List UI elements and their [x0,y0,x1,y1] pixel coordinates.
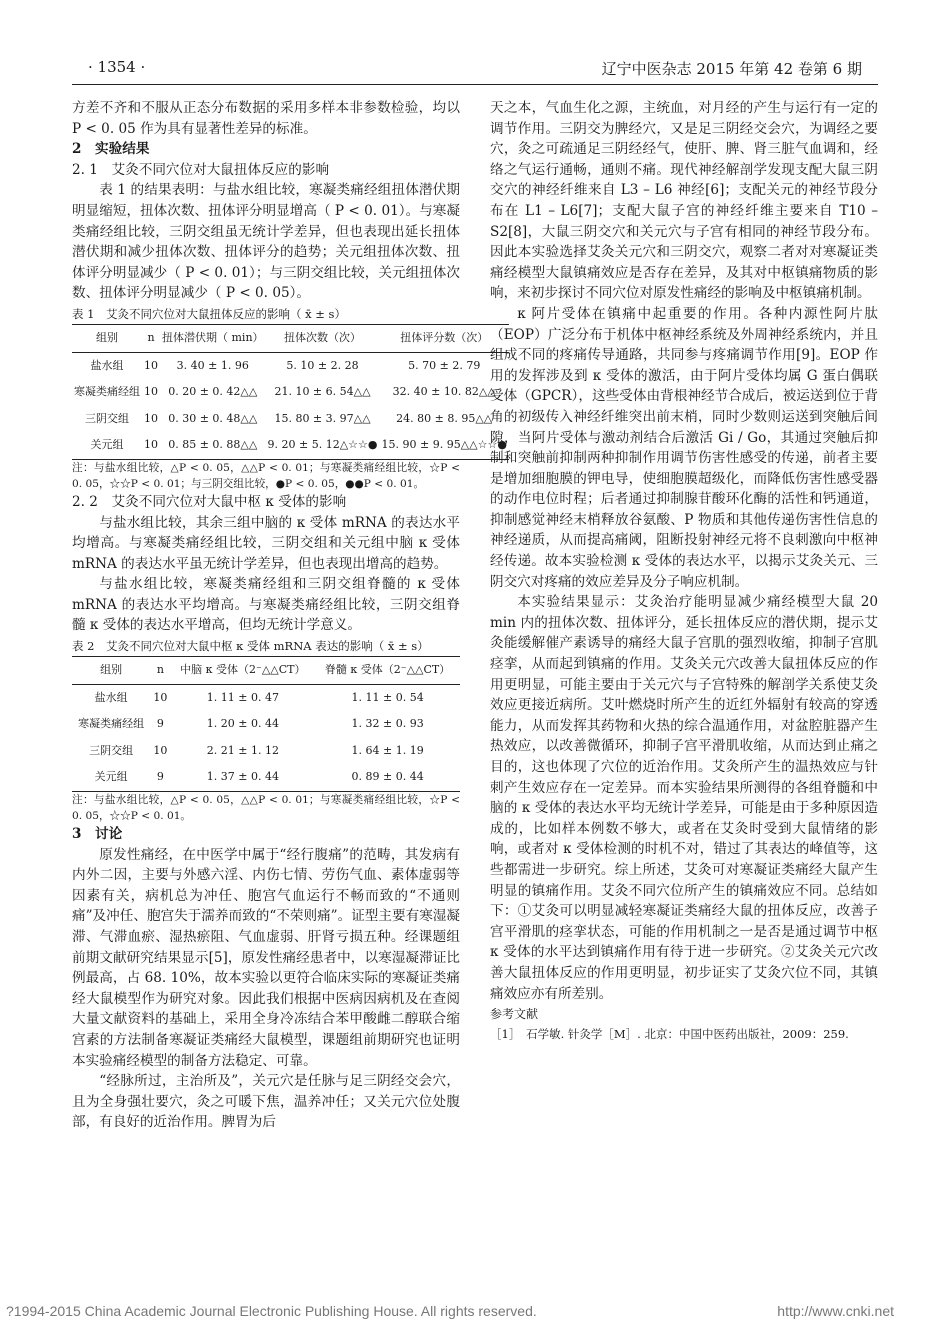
table-cell: 21. 10 ± 6. 54△△ [274,385,371,399]
table-cell: 10 [144,385,158,399]
table-cell: 三阴交组 [89,743,134,757]
table-cell: 1. 11 ± 0. 47 [206,690,279,704]
paragraph-2-1: 表 1 的结果表明：与盐水组比较，寒凝类痛经组扭体潜伏期明显缩短，扭体次数、扭体评分明显增高（ P < 0. 01）。与寒凝类痛经组比较，三阴交组虽无统计学差异，但也表现出延长扭体潜伏期和减少扭体次数、扭体评分的趋势；关元组扭体次数、扭体评分明显减少（ P < 0. 01）；与三阴交组比较，关元组扭体次数、扭体评分明显减少（ P < 0. 05）。 [72,182,460,302]
table2-header: n [150,657,170,685]
table2-header: 中脑 κ 受体（2⁻△△CT） [170,657,315,685]
table-cell: 9 [156,770,164,784]
page-number: · 1354 · [88,58,146,76]
table-cell: 0. 30 ± 0. 48△△ [168,411,258,425]
table-cell: 2. 21 ± 1. 12 [206,743,279,757]
table-cell: 10 [153,690,168,704]
table-cell: 10 [153,743,168,757]
footer-url[interactable]: http://www.cnki.net [777,1303,894,1319]
reference-item: ［1］ 石学敏. 针灸学［M］. 北京：中国中医药出版社，2009：259. [490,1026,849,1041]
table1-header: 扭体评分数（次） [380,324,509,352]
table-cell: 15. 80 ± 3. 97△△ [274,411,371,425]
table1-header: 扭体潜伏期（ min） [160,324,266,352]
table1-note: 注：与盐水组比较，△P < 0. 05，△△P < 0. 01；与寒凝类痛经组比较，☆P < 0. 05，☆☆P < 0. 01；与三阴交组比较，●P < 0. 05，●●P < 0. 01。 [72,461,460,490]
table-cell: 0. 85 ± 0. 88△△ [168,438,258,452]
left-column [72,98,507,1133]
table1-header: 组别 [72,324,142,352]
footer-copyright: ?1994-2015 China Academic Journal Electronic Publishing House. All rights reserved. [6,1303,537,1319]
copyright-footer [6,1303,944,1319]
table-cell: 盐水组 [94,690,128,704]
table-cell: 15. 90 ± 9. 95△△☆☆● [381,438,507,452]
paragraph-r1: 天之本，气血生化之源，主统血，对月经的产生与运行有一定的调节作用。三阴交为脾经穴，又是足三阴经交会穴，为调经之要穴，灸之可疏通足三阴经经气，使肝、脾、肾三脏气血调和，经络之气运行通畅，通则不痛。现代神经解剖学发现支配大鼠三阴交穴的神经纤维来自 L3 – L6 神经[6]；支配关元的神经节段分布在 L1 – L6[7]；支配大鼠子宫的神经纤维主要来自 T10 – S2[8]，大鼠三阴交穴和关元穴与子宫有相同的神经节段分布。因此本实验选择艾灸关元穴和三阴交穴，观察二者对对寒凝证类痛经模型大鼠镇痛效应是否存在差异，及其对中枢镇痛物质的影响，来初步探讨不同穴位对原发性痛经的影响及中枢镇痛机制。 [490,100,878,302]
table-cell: 32. 40 ± 10. 82△△ [392,385,496,399]
table1 [72,324,509,460]
paragraph-3a: 原发性痛经，在中医学中属于“经行腹痛”的范畴，其发病有内外二因，主要与外感六淫、内伤七情、劳伤气血、素体虚弱等因素有关，病机总为冲任、胞宫气血运行不畅而致的“不通则痛”及冲任、胞宫失于濡养而致的“不荣则痛”。证型主要有寒湿凝滞、气滞血瘀、湿热瘀阻、气血虚弱、肝肾亏损五种。经课题组前期文献研究结果显示[5]，原发性痛经患者中，以寒湿凝滞证比例最高，占 68. 10%，故本实验以更符合临床实际的寒凝证类痛经大鼠模型作为研究对象。因此我们根据中医病因病机及在查阅大量文献资料的基础上，采用全身冷冻结合苯甲酸雌二醇联合缩宫素的方法制备寒凝证类痛经大鼠模型，课题组前期研究也证明本实验痛经模型的制备方法稳定、可靠。 [72,846,460,1069]
table-cell: 盐水组 [90,358,124,372]
paragraph-r2: κ 阿片受体在镇痛中起重要的作用。各种内源性阿片肽（EOP）广泛分布于机体中枢神经系统及外周神经系统内，并且组成不同的疼痛传导通路，共同参与疼痛调节作用[9]。EOP 作用的发挥涉及到 κ 受体的激活，由于阿片受体均属 G 蛋白偶联受体（GPCR），这些受体由背根神经节合成后，被运送到位于背角的初级传入神经纤维突出前末梢，同时少数则运送到突触后间隙，当阿片受体与激动剂结合后激活 Gi / Go，其通过突触后抑制和突触前抑制两种抑制作用调节伤害性感受的传递，前者主要是增加细胞膜的钾电导，使细胞膜超级化，而降低伤害性感受器的动作电位时程；后者通过抑制腺苷酸环化酶的活性和钙通道，抑制感觉神经末梢释放谷氨酸、P 物质和其他传递伤害性信息的神经递质，从而提高痛阈，阻断投射神经元将不良刺激向中枢神经传递。故本实验检测 κ 受体的表达水平，以揭示艾灸关元、三阴交穴对疼痛的效应差异及分子响应机制。 [490,305,878,590]
table1-header: 扭体次数（次） [266,324,380,352]
table-cell: 1. 64 ± 1. 19 [351,743,424,757]
table-cell: 关元组 [90,438,124,452]
table1-caption: 表 1 艾灸不同穴位对大鼠扭体反应的影响（ x̄ ± s） [72,306,346,321]
heading-discussion: 3 讨论 [72,826,123,843]
table-cell: 寒凝类痛经组 [78,717,145,731]
paragraph-2-2a: 与盐水组比较，其余三组中脑的 κ 受体 mRNA 的表达水平均增高。与寒凝类痛经组比较，三阴交组和关元组中脑 κ 受体 mRNA 的表达水平虽无统计学差异，但也表现出增高的趋势。 [72,514,460,572]
table-cell: 1. 11 ± 0. 54 [351,690,424,704]
table-cell: 9 [156,717,164,731]
table-row [72,406,509,433]
table-row [72,352,509,379]
table-cell: 关元组 [94,770,128,784]
table-cell: 9. 20 ± 5. 12△☆☆● [267,438,378,452]
table-cell: 10 [144,411,158,425]
table2-header: 脊髓 κ 受体（2⁻△△CT） [315,657,460,685]
table-cell: 5. 10 ± 2. 28 [286,358,359,372]
table-cell: 10 [144,358,158,372]
table-cell: 0. 20 ± 0. 42△△ [168,385,258,399]
table-cell: 1. 37 ± 0. 44 [206,770,279,784]
table-row [72,432,509,459]
table2-caption: 表 2 艾灸不同穴位对大鼠中枢 κ 受体 mRNA 表达的影响（ x̄ ± s） [72,639,429,654]
table-row [72,738,460,765]
heading-2-2: 2. 2 艾灸不同穴位对大鼠中枢 κ 受体的影响 [72,493,347,510]
header-rule [72,84,878,85]
table-row [72,711,460,738]
table-cell: 3. 40 ± 1. 96 [176,358,249,372]
journal-title: 辽宁中医杂志 2015 年第 42 卷第 6 期 [601,60,862,78]
table-cell: 1. 20 ± 0. 44 [206,717,279,731]
table-row [72,379,509,406]
right-column [490,98,878,1043]
paragraph-r3: 本实验结果显示：艾灸治疗能明显减少痛经模型大鼠 20 min 内的扭体次数、扭体评分，延长扭体反应的潜伏期，提示艾灸能缓解催产素诱导的痛经大鼠子宫肌的强烈收缩，抑制子宫肌痉挛，从而起到镇痛的作用。艾灸关元穴改善大鼠扭体反应的作用更明显，可能主要由于关元穴与子宫特殊的解剖学关系使艾灸效应更接近病所。艾叶燃烧时所产生的近红外辐射有较高的穿透能力，从而发挥其药物和火热的综合温通作用，对盆腔脏器产生热效应，以改善微循环，抑制子宫平滑肌收缩，从而达到止痛之目的，这也体现了穴位的近治作用。艾灸所产生的温热效应与针刺产生效应存在一定差异。而本实验结果所测得的各组脊髓和中脑的 κ 受体的表达水平均无统计学差异，可能是由于多种原因造成的，比如样本例数不够大，或者在艾灸时受到大鼠情绪的影响，或者对 κ 受体检测的时机不对，错过了其表达的峰值等，这些都需进一步研究。综上所述，艾灸可对寒凝证类痛经大鼠产生明显的镇痛作用。艾灸不同穴位所产生的镇痛效应不同。总结如下：①艾灸可以明显减轻寒凝证类痛经大鼠的扭体反应，改善子宫平滑肌的痉挛状态，可能的作用机制之一是否是通过调节中枢 κ 受体的水平达到镇痛作用有待于进一步研究。②艾灸关元穴改善大鼠扭体反应的作用更明显，初步证实了艾灸穴位不同，其镇痛效应亦有所差别。 [490,594,878,1002]
table-cell: 三阴交组 [85,411,129,425]
table-row [72,684,460,711]
paragraph-2-2b: 与盐水组比较，寒凝类痛经组和三阴交组脊髓的 κ 受体 mRNA 的表达水平均增高。与寒凝类痛经组比较，三阴交组脊髓 κ 受体的表达水平增高，但均无统计学意义。 [72,576,460,634]
intro-paragraph: 方差不齐和不服从正态分布数据的采用多样本非参数检验，均以 P < 0. 05 作为具有显著性差异的标准。 [72,100,460,137]
table2-note: 注：与盐水组比较，△P < 0. 05，△△P < 0. 01；与寒凝类痛经组比较，☆P < 0. 05，☆☆P < 0. 01。 [72,794,460,823]
heading-results: 2 实验结果 [72,141,150,158]
table2 [72,656,460,792]
paragraph-3b: “经脉所过，主治所及”，关元穴是任脉与足三阴经交会穴，且为全身强壮要穴，灸之可暖下焦，温养冲任；又关元穴位处腹部，有良好的近治作用。脾胃为后 [72,1073,460,1131]
table-row [72,764,460,791]
references-title: 参考文献 [490,1007,539,1022]
table-cell: 24. 80 ± 8. 95△△ [396,411,493,425]
table2-header: 组别 [72,657,150,685]
table-cell: 1. 32 ± 0. 93 [351,717,424,731]
table-cell: 5. 70 ± 2. 79 [408,358,481,372]
table-cell: 10 [144,438,158,452]
heading-2-1: 2. 1 艾灸不同穴位对大鼠扭体反应的影响 [72,161,330,178]
table1-header: n [142,324,160,352]
table-cell: 0. 89 ± 0. 44 [351,770,424,784]
table-cell: 寒凝类痛经组 [74,385,140,399]
